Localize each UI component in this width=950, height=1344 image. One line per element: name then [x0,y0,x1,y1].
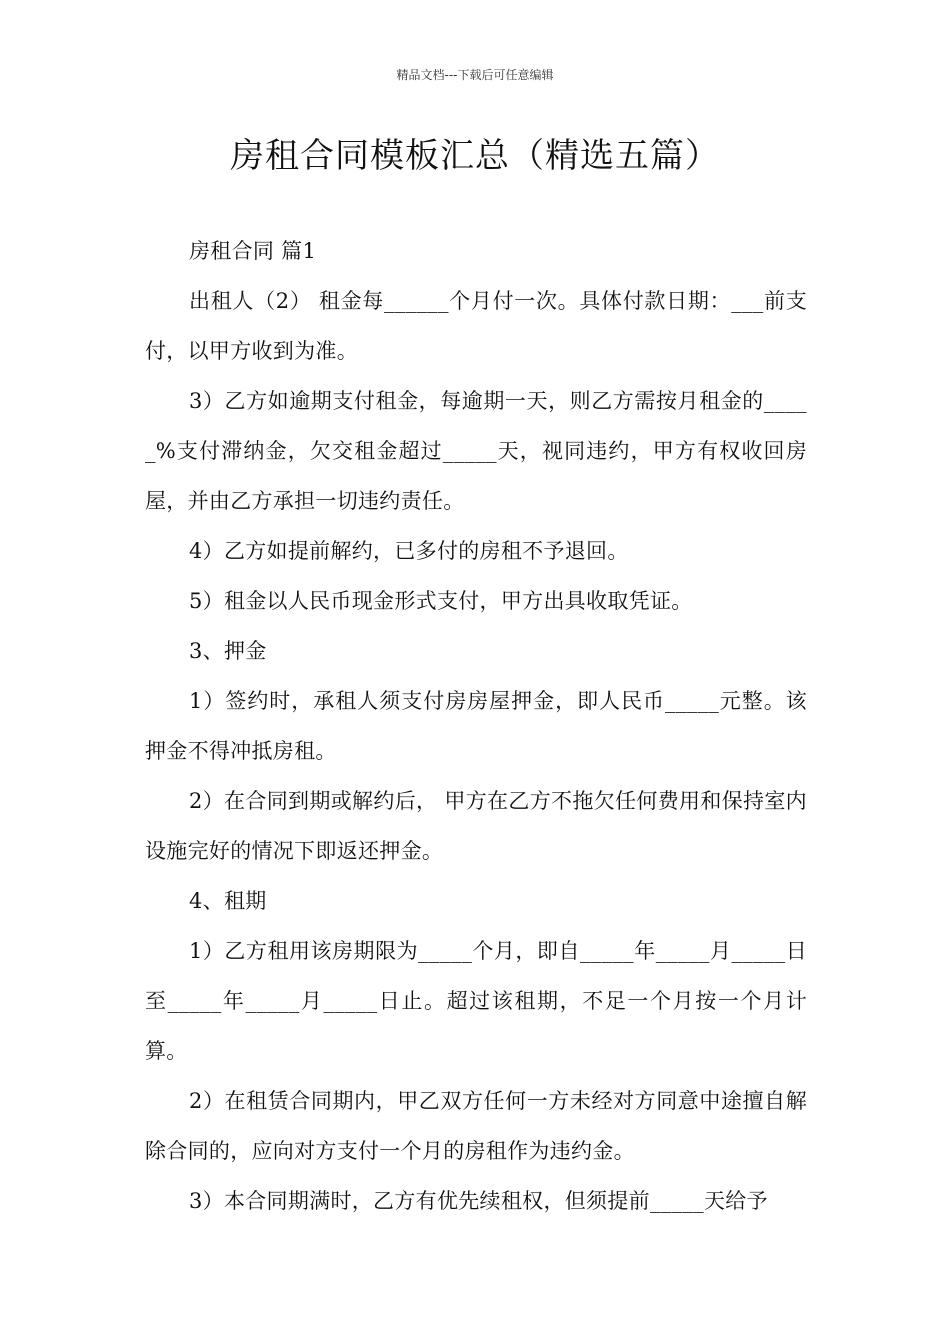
paragraph-deposit-amount: 1）签约时，承租人须支付房房屋押金，即人民币_____元整。该押金不得冲抵房租。 [145,689,807,763]
paragraph-early-termination: 4）乙方如提前解约，已多付的房租不予退回。 [189,539,629,563]
paragraph-cash-payment: 5）租金以人民币现金形式支付，甲方出具收取凭证。 [189,589,693,613]
document-body [145,226,807,1226]
header-note: 精品文档---下载后可任意编辑 [396,68,554,82]
paragraph-breach-penalty: 2）在租赁合同期内，甲乙双方任何一方未经对方同意中途擅自解除合同的，应向对方支付一个月的房租作为违约金。 [145,1089,807,1163]
paragraph-term-period: 1）乙方租用该房期限为_____个月，即自_____年_____月_____日至_____年_____月_____日止。超过该租期，不足一个月按一个月计算。 [145,939,807,1063]
paragraph-deposit-heading: 3、押金 [189,639,267,663]
paragraph-deposit-return: 2）在合同到期或解约后， 甲方在乙方不拖欠任何费用和保持室内设施完好的情况下即返还押金。 [145,789,807,863]
paragraph-renewal: 3）本合同期满时，乙方有优先续租权，但须提前_____天给予 [189,1189,768,1213]
paragraph-term-heading: 4、租期 [189,889,267,913]
paragraph-rent-payment: 出租人（2） 租金每______个月付一次。具体付款日期：___前支付，以甲方收到为准。 [145,289,807,363]
document-title: 房租合同模板汇总（精选五篇） [230,136,720,176]
paragraph-section-heading: 房租合同 篇1 [189,239,317,263]
paragraph-late-fee: 3）乙方如逾期支付租金，每逾期一天，则乙方需按月租金的_____%支付滞纳金，欠交租金超过_____天，视同违约，甲方有权收回房屋，并由乙方承担一切违约责任。 [145,389,807,513]
